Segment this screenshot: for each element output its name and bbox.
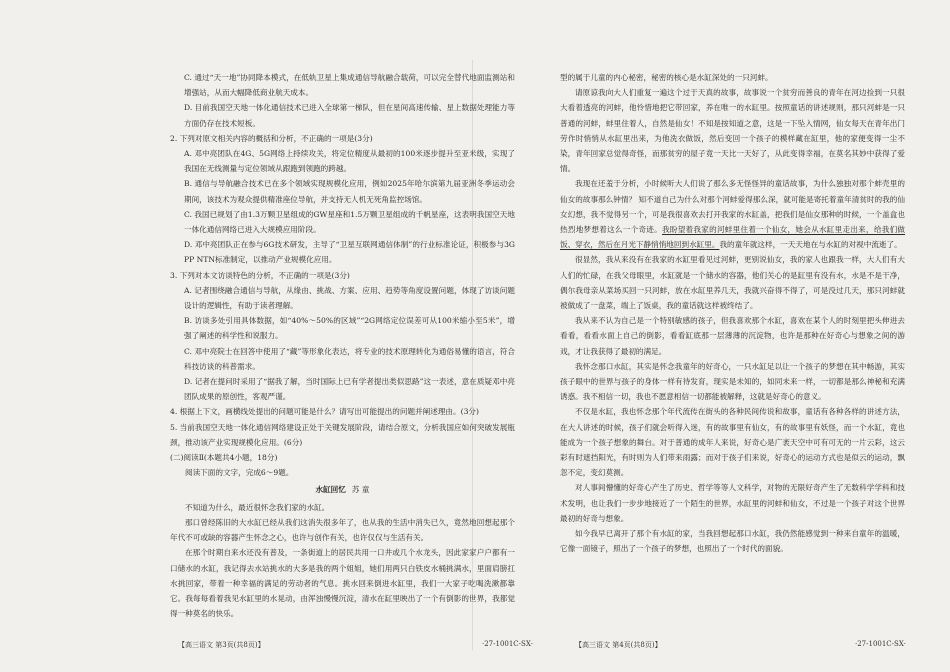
essay-author: 苏 童: [351, 485, 370, 495]
essay-paragraph: 我现在还羞于分析，小时候听大人们说了那么多无怪怪异的童话故事，为什么独独对那个蚌壳里的仙女的故事那么钟情？ 知不道自己为什么对那个河蚌爱得那么深，就可能是寄托着童年清贫时的我的仙女幻想，我不觉得另一个，可是我很喜欢去打开我家的水缸盖，把我们是仙女那种的时候，一个盖盒也热烈地梦想着这么一个奇迹。我盼望着我家的河蚌里住着一个仙女，她会从水缸里走出来，给我们做饭、穿衣，然后在月光下静悄悄地回到水缸里。我的童年就这样，一天天地在与水缸的对视中流逝了。: [560, 179, 906, 250]
footer-code-right: ·27-1001C-SX·: [855, 640, 907, 648]
footer-code-left: ·27-1001C-SX·: [482, 640, 534, 648]
essay-paragraph: 不知道为什么，最近很怀念我们家的水缸。: [185, 502, 330, 512]
q3-stem: 3. 下列对本文访谈特色的分析，不正确的一项是(3分): [170, 270, 350, 280]
q3-option-c: C. 邓中亮院士在回答中使用了“藏”等形象化表达，将专业的技术原理转化为通俗易懂的语言，符合科技访谈的科普需求。: [184, 346, 515, 371]
essay-paragraph: 那口曾经陈旧的大水缸已经从我们这消失很多年了，也从我的生活中消失已久，竟然地回想起那个年代不可或缺的容器产生怀念之心，也许与创作有关，也许仅仅与生活有关。: [170, 517, 515, 543]
q3-option-d: D. 记者在提问时采用了“据我了解，当时国际上已有学者提出类似思路”这一表述，意在质疑邓中亮团队成果的原创性，客观严谨。: [184, 377, 515, 402]
essay-paragraph: 在那个时期自来水还没有普及，一条街道上的居民共用一口井或几个水龙头，因此家家户户都有一口储水的水缸，我记得去水站挑水的大多是我的两个姐姐，她们用两只白铁皮水桶挑满水，里面肩膀扛水挑回家，带着一种幸福的满足的劳动者的气息。挑水回来倒进水缸里，我们一大家子吃喝洗漱都靠它。我每每看着我见水缸里的水晃动，由浑浊慢慢沉淀，清水在缸里映出了一个有倒影的世界，我都觉得一种莫名的快乐。: [170, 548, 515, 619]
essay-paragraph: 不仅是水缸，我也怀念那个年代流传在街头的各种民间传说和故事，童话有各种各样的讲述方法，在大人讲述的时候，孩子们就会听得入迷，有的故事里有仙女，有的故事里有妖怪，而一个水缸，竟也能成为一个孩子想象的舞台。对于普通的成年人来说，好奇心是广袤天空中可有可无的一片云彩，这云彩有时遮挡阳光，有时则为人们带来雨露；而对于孩子们来说，好奇心的运动方式也是似云的运动，飘忽不定，变幻莫测。: [560, 407, 905, 478]
essay-paragraph: 很显然，我从来没有在我家的水缸里看见过河蚌，更别说仙女，我的家人也跟我一样，大人们有大人们的忙碌，在我父母眼里，水缸就是一个储水的容器，他们关心的是缸里有没有水，水是不是干净，偶尔我母亲从菜场买回一只河蚌，放在水缸里养几天，我就兴奋得不得了，可是没过几天，那只河蚌就被做成了一盘菜，端上了饭桌，我的童话就这样被终结了。: [560, 255, 905, 311]
essay-paragraph: 对人事间懵懂的好奇心产生了历史、哲学等等人文科学，对物的无限好奇产生了无数科学学科和技术发明，也让我们一步步地接近了一个陌生的世界，水缸里的河蚌和仙女，不过是一个孩子对这个世界最初的好奇与想象。: [560, 483, 905, 523]
q1-option-d: D. 目前我国空天地一体化通信技术已进入全球第一梯队，但在星间高速传输、星上数据处理能力等方面仍存在技术短板。: [184, 103, 515, 128]
q2-stem: 2. 下列对原文相关内容的概括和分析，不正确的一项是(3分): [170, 133, 373, 143]
q3-option-b: B. 访谈多处引用具体数据，如“40%～50%的区域”“2G网络定位误差可从100米缩小至5米”，增强了阐述的科学性和说服力。: [184, 316, 515, 341]
reading-instruction: 阅读下面的文字，完成6～9题。: [185, 468, 294, 478]
footer-page-label-right: 【高三语文 第4页(共8页)】: [575, 641, 662, 649]
q3-option-a: A. 记者围绕融合通信与导航，从缘由、挑战、方案、应用、趋势等角度设置问题，体现了访谈问题设计的逻辑性，有助于读者理解。: [184, 285, 515, 311]
q2-option-d: D. 邓中亮团队正在参与6G技术研发，主导了“卫星互联网通信体制”的行业标准论证，积极参与3GPP NTN标准制定，以推动产业规模化应用。: [184, 240, 515, 265]
page-right: [560, 70, 905, 557]
page-left: [170, 70, 515, 621]
essay-paragraph: 型的属于儿童的内心秘密，秘密的核心是水缸深处的一只河蚌。: [560, 73, 773, 82]
essay-paragraph: 如今我早已离开了那个有水缸的家，当我回想起那口水缸，我仍然能感觉到一种来自童年的温暖，它像一面镜子，照出了一个孩子的梦想，也照出了一个时代的面貌。: [560, 529, 905, 554]
footer-page-label-left: 【高三语文 第3页(共8页)】: [178, 641, 265, 649]
q2-option-a: A. 邓中亮团队在4G、5G网络上持续攻关，将定位精度从最初的100米逐步提升至亚米级，实现了我国在无线测量与定位领域从跟跑到领跑的跨越。: [184, 149, 515, 174]
q2-option-c: C. 我国已规划了由1.3万颗卫星组成的GW星座和1.5万颗卫星组成的千帆星座，这表明我国空天地一体化通信网络已进入大规模应用阶段。: [184, 209, 515, 235]
essay-paragraph: 我怀念那口水缸，其实是怀念我童年的好奇心，一只水缸足以让一个孩子的梦想在其中畅游，其实孩子眼中的世界与孩子的身体一样有待发育，现实是未知的，如同未来一样，一切都是那么神秘和充满诱惑。我不相信一切，我也不愿意相信一切都能被解释，这就是好奇心的意义。: [560, 361, 905, 402]
q1-option-c: C. 通过“天一地”协同降本模式，在低轨卫星上集成通信导航融合载荷，可以完全替代地面监测站和增强站，从而大幅降低商业航天成本。: [184, 73, 515, 98]
essay-paragraph: 请原谅我向大人们重复一遍这个过于天真的故事，故事说一个贫穷而善良的青年在河边捡到一只很大看着透亮的河蚌，他怜惜地把它带回家，养在唯一的水缸里。按照童话的讲述规则，那只河蚌是一只普通的河蚌，蚌里住着人，自然是仙女！不知是按知道之意，这是一下坠入情网，仙女每天在青年出门劳作时悄悄从水缸里出来，为他洗衣做饭，然后变回一个孩子的模样藏在缸里，他的家便变得一尘不染，青年回家总觉得奇怪，而那贫穷的屋子竟一天比一天好了，从此变得幸福，在莫名其妙中获得了爱情。: [560, 88, 905, 174]
underlined-sentence: 我盼望着我家的河蚌里住着一个仙女，她会从水缸里走出来，给我们做饭、穿衣，然后在月光下静悄悄地回到水缸里。: [560, 225, 906, 250]
q4-stem: 4. 根据上下文，画横线处提出的问题可能是什么？请写出可能提出的问题并阐述理由。(3分): [170, 407, 479, 417]
essay-title: 水缸回忆 苏 童: [315, 485, 370, 495]
q5-stem: 5. 当前我国空天地一体化通信网络建设正处于关键发展阶段，请结合原文，分析我国应如何突破发展瓶颈，推动该产业实现规模化应用。(6分): [170, 422, 515, 447]
q2-option-b: B. 通信与导航融合技术已在多个领域实现规模化应用，例如2025年哈尔滨第九届亚洲冬季运动会期间，该技术为观众提供精准座位导航，并支持无人机无死角监控场馆。: [184, 179, 515, 204]
section-heading: (二)阅读Ⅱ(本题共4小题，18分): [170, 453, 278, 463]
essay-paragraph: 我从来不认为自己是一个特别敏感的孩子，但我喜欢那个水缸，喜欢在某个人的时刻里把头伸进去看看，看看水面上自己的倒影，看看缸底那一层薄薄的沉淀物，也许是那种在好奇心与想象之间的游戏，才让我获得了最初的满足。: [560, 316, 905, 356]
